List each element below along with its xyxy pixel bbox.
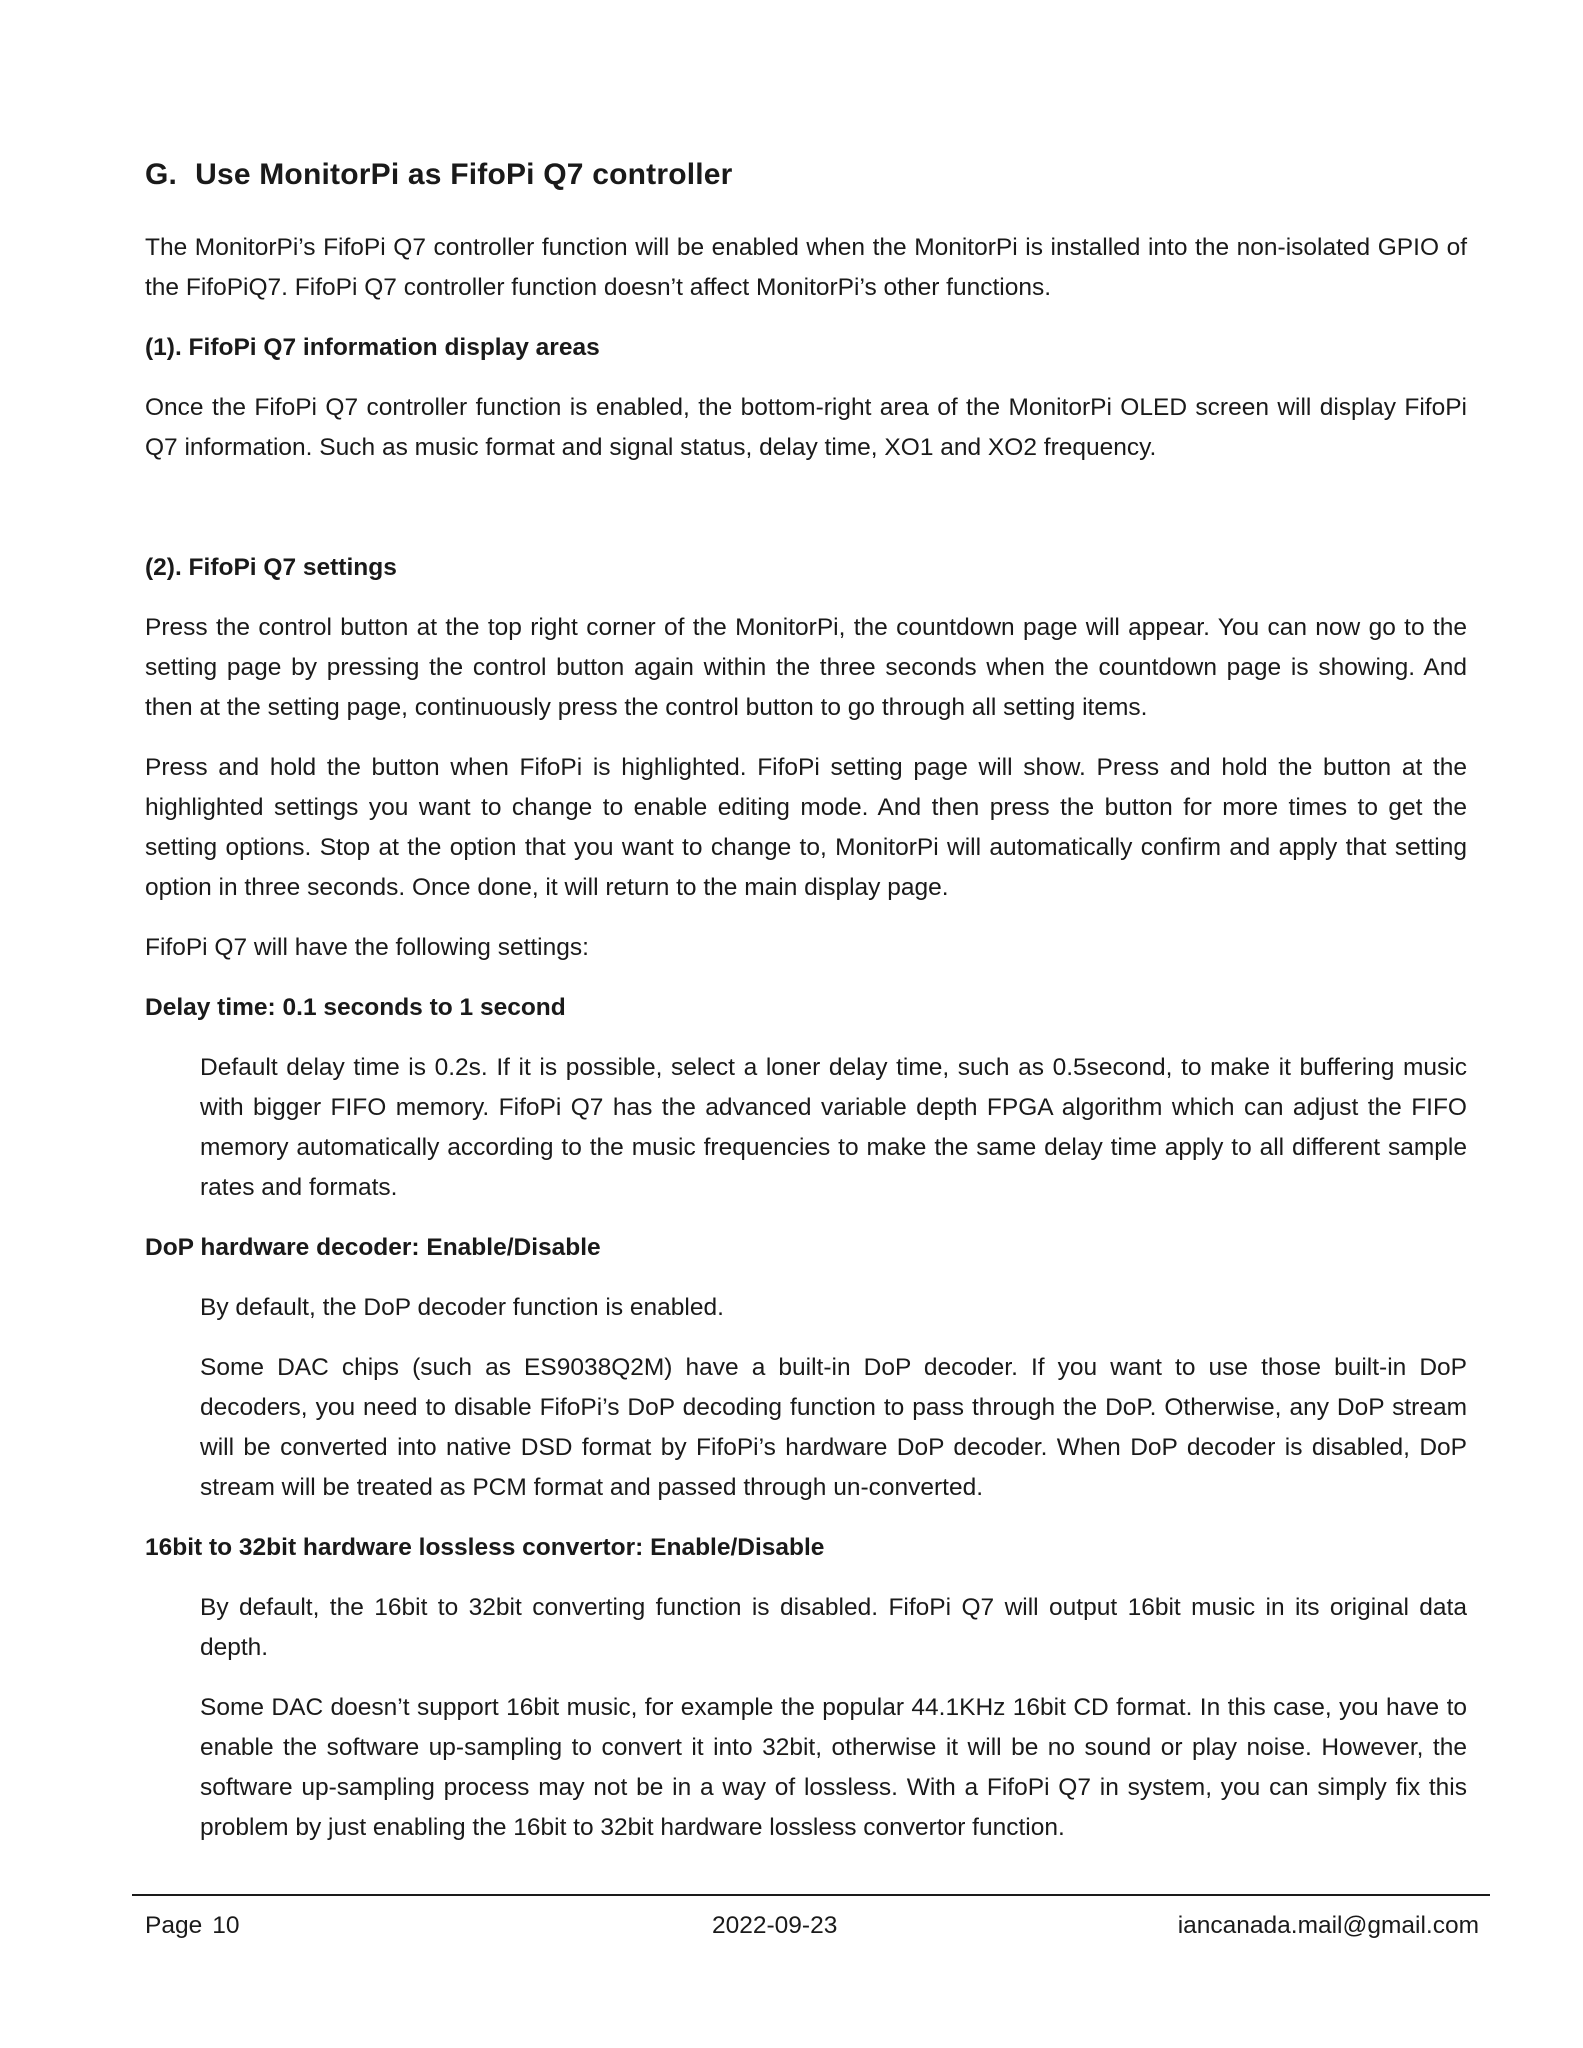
footer-divider (132, 1894, 1490, 1896)
setting-dop-paragraph-1: By default, the DoP decoder function is enabled. (200, 1294, 724, 1321)
subsection-1-title: (1). FifoPi Q7 information display areas (145, 334, 600, 361)
section-letter: G. (145, 158, 178, 191)
setting-delay-paragraph: Default delay time is 0.2s. If it is possible, select a loner delay time, such as 0.5second, to make it buffering music with bigger FIFO memory. FifoPi Q7 has the advanced variable depth FPGA algorithm which can adjust the FIFO memory automatically according to the music frequencies to make the same delay time apply to all different sample rates and formats. (200, 1054, 1467, 1201)
setting-convertor-paragraph-1: By default, the 16bit to 32bit converting function is disabled. FifoPi Q7 will output 16bit music in its original data depth. (200, 1594, 1467, 1661)
subsection-2-paragraph-1: Press the control button at the top right corner of the MonitorPi, the countdown page will appear. You can now go to the setting page by pressing the control button again within the three seconds when the countdown page is showing. And then at the setting page, continuously press the control button to go through all setting items. (145, 614, 1467, 721)
subsection-2-paragraph-2: Press and hold the button when FifoPi is highlighted. FifoPi setting page will show. Press and hold the button at the highlighted settings you want to change to enable editing mode. And then press the button for more times to get the setting options. Stop at the option that you want to change to, MonitorPi will automatically confirm and apply that setting option in three seconds. Once done, it will return to the main display page. (145, 754, 1467, 901)
footer-email: iancanada.mail@gmail.com (1177, 1912, 1479, 1939)
body-content (145, 228, 1467, 1868)
footer-date: 2022-09-23 (712, 1912, 838, 1939)
subsection-2-title: (2). FifoPi Q7 settings (145, 554, 397, 581)
footer-page-value: 10 (212, 1912, 240, 1939)
footer-page-label: Page (145, 1912, 203, 1939)
subsection-2-paragraph-3: FifoPi Q7 will have the following settings: (145, 934, 589, 961)
setting-convertor-paragraph-2: Some DAC doesn’t support 16bit music, for example the popular 44.1KHz 16bit CD format. In this case, you have to enable the software up-sampling to convert it into 32bit, otherwise it will be no sound or play noise. However, the software up-sampling process may not be in a way of lossless. With a FifoPi Q7 in system, you can simply fix this problem by just enabling the 16bit to 32bit hardware lossless convertor function. (200, 1694, 1467, 1841)
section-heading (145, 158, 733, 192)
section-title: Use MonitorPi as FifoPi Q7 controller (195, 158, 733, 191)
setting-dop-paragraph-2: Some DAC chips (such as ES9038Q2M) have a built-in DoP decoder. If you want to use those built-in DoP decoders, you need to disable FifoPi’s DoP decoding function to pass through the DoP. Otherwise, any DoP stream will be converted into native DSD format by FifoPi’s hardware DoP decoder. When DoP decoder is disabled, DoP stream will be treated as PCM format and passed through un-converted. (200, 1354, 1467, 1501)
intro-paragraph: The MonitorPi’s FifoPi Q7 controller function will be enabled when the MonitorPi is installed into the non-isolated GPIO of the FifoPiQ7. FifoPi Q7 controller function doesn’t affect MonitorPi’s other functions. (145, 234, 1467, 301)
subsection-1-paragraph: Once the FifoPi Q7 controller function is enabled, the bottom-right area of the MonitorPi OLED screen will display FifoPi Q7 information. Such as music format and signal status, delay time, XO1 and XO2 frequency. (145, 394, 1467, 461)
setting-convertor-title: 16bit to 32bit hardware lossless convertor: Enable/Disable (145, 1534, 825, 1561)
footer-page-number (145, 1910, 239, 1942)
setting-dop-title: DoP hardware decoder: Enable/Disable (145, 1234, 601, 1261)
setting-delay-title: Delay time: 0.1 seconds to 1 second (145, 994, 566, 1021)
